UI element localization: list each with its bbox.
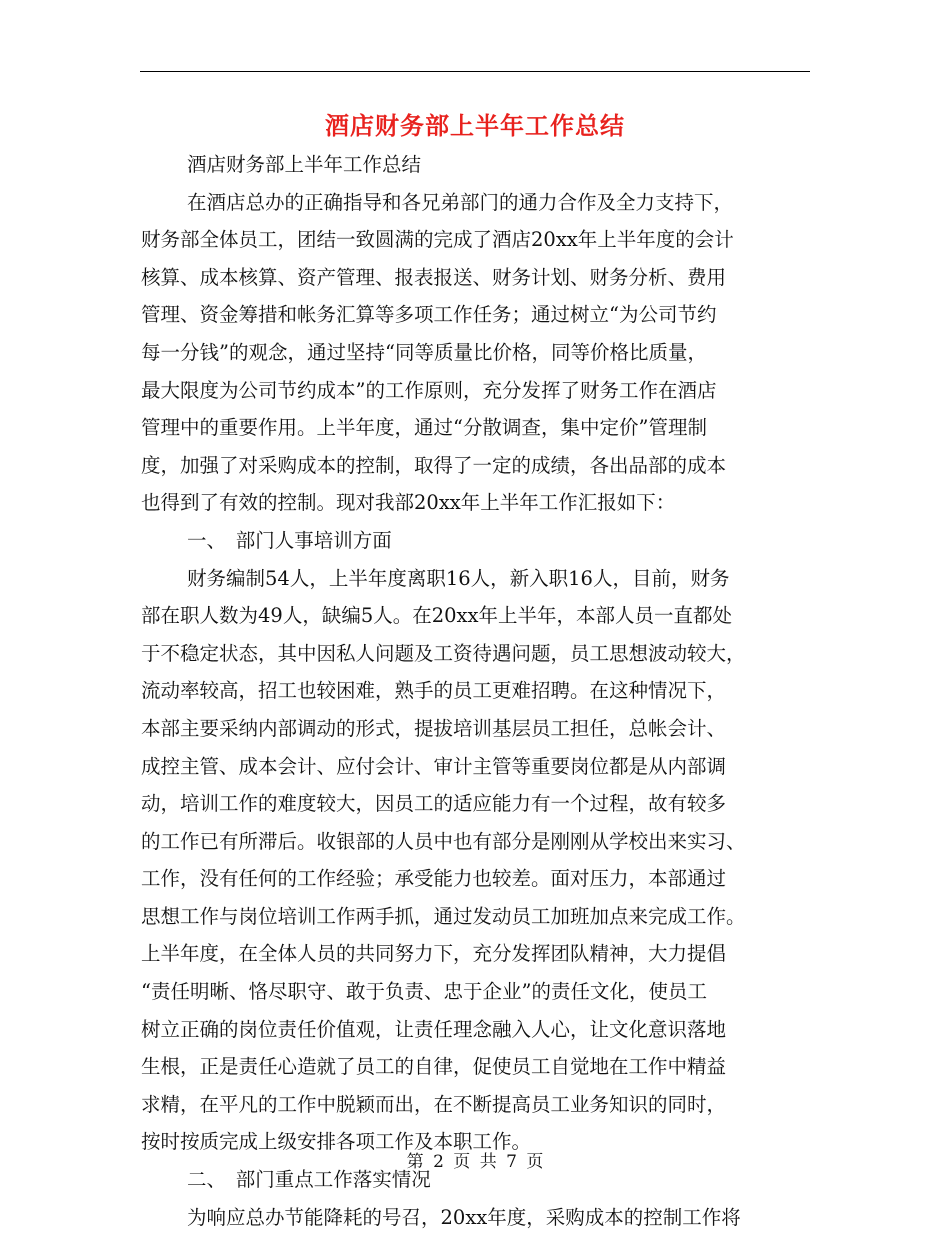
body-line: 流动率较高，招工也较困难，熟手的员工更难招聘。在这种情况下， <box>141 679 727 703</box>
body-line: 酒店财务部上半年工作总结 <box>187 153 422 176</box>
body-line: 度，加强了对采购成本的控制，取得了一定的成绩，各出品部的成本 <box>141 453 727 477</box>
body-line: 也得到了有效的控制。现对我部20xx年上半年工作汇报如下： <box>141 491 676 515</box>
page-footer: 第 2 页 共 7 页 <box>406 1152 544 1172</box>
body-line: 于不稳定状态，其中因私人问题及工资待遇问题，员工思想波动较大， <box>141 641 746 665</box>
body-line: 部在职人数为49人，缺编5人。在20xx年上半年，本部人员一直都处 <box>141 604 733 628</box>
header-rule <box>140 71 810 72</box>
body-line: 本部主要采纳内部调动的形式，提拔培训基层员工担任，总帐会计、 <box>141 716 727 740</box>
body-line: 工作，没有任何的工作经验；承受能力也较差。面对压力，本部通过 <box>141 867 727 891</box>
document-title: 酒店财务部上半年工作总结 <box>325 111 625 140</box>
body-line: 上半年度，在全体人员的共同努力下，充分发挥团队精神，大力提倡 <box>141 942 727 966</box>
body-line: 求精，在平凡的工作中脱颖而出，在不断提高员工业务知识的同时， <box>141 1092 727 1116</box>
body-line: 管理、资金筹措和帐务汇算等多项工作任务；通过树立“为公司节约 <box>141 303 717 327</box>
body-line: 成控主管、成本会计、应付会计、审计主管等重要岗位都是从内部调 <box>141 754 727 778</box>
body-line: 二、 部门重点工作落实情况 <box>187 1168 431 1192</box>
body-line: 每一分钱”的观念，通过坚持“同等质量比价格，同等价格比质量， <box>141 340 707 364</box>
body-line: “责任明晰、恪尽职守、敢于负责、忠于企业”的责任文化，使员工 <box>141 980 707 1004</box>
body-line: 为响应总办节能降耗的号召，20xx年度，采购成本的控制工作将 <box>187 1205 741 1229</box>
body-line: 生根，正是责任心造就了员工的自律，促使员工自觉地在工作中精益 <box>141 1055 727 1079</box>
body-line: 财务编制54人，上半年度离职16人，新入职16人，目前，财务 <box>187 566 730 590</box>
body-line: 最大限度为公司节约成本”的工作原则，充分发挥了财务工作在酒店 <box>141 378 717 402</box>
body-line: 思想工作与岗位培训工作两手抓，通过发动员工加班加点来完成工作。 <box>141 904 746 928</box>
body-line: 管理中的重要作用。上半年度，通过“分散调查，集中定价”管理制 <box>141 416 707 440</box>
document-body <box>141 146 809 1236</box>
body-line: 动，培训工作的难度较大，因员工的适应能力有一个过程，故有较多 <box>141 792 727 816</box>
body-line: 按时按质完成上级安排各项工作及本职工作。 <box>141 1130 532 1154</box>
body-line: 在酒店总办的正确指导和各兄弟部门的通力合作及全力支持下， <box>187 190 734 214</box>
body-line: 核算、成本核算、资产管理、报表报送、财务计划、财务分析、费用 <box>141 265 727 289</box>
body-line: 财务部全体员工，团结一致圆满的完成了酒店20xx年上半年度的会计 <box>141 228 734 252</box>
body-line: 的工作已有所滞后。收银部的人员中也有部分是刚刚从学校出来实习、 <box>141 829 746 853</box>
body-line: 树立正确的岗位责任价值观，让责任理念融入人心，让文化意识落地 <box>141 1017 727 1041</box>
body-line: 一、 部门人事培训方面 <box>187 528 392 552</box>
